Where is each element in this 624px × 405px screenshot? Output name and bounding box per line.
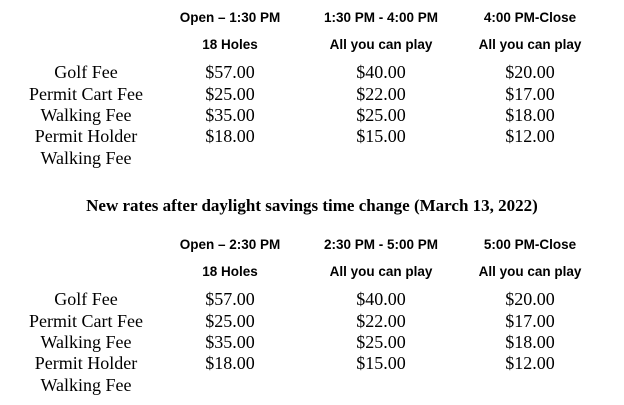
cell-permit-holder-3: $12.00 [505,126,555,146]
col-header-sub-2: All you can play [329,264,433,279]
cell-permit-cart-fee-2: $22.00 [356,311,406,331]
row-label-walking-fee-cont: Walking Fee [40,375,132,395]
row-label-permit-cart-fee: Permit Cart Fee [29,84,143,104]
row-label-golf-fee: Golf Fee [54,62,118,82]
cell-permit-holder-2: $15.00 [356,126,406,146]
cell-walking-fee-3: $18.00 [505,332,555,352]
cell-walking-fee-3: $18.00 [505,105,555,125]
col-header-time-3: 5:00 PM-Close [483,237,577,252]
col-header-sub-3: All you can play [478,37,582,52]
cell-golf-fee-1: $57.00 [205,289,255,309]
col-header-sub-1: 18 Holes [202,264,258,279]
cell-permit-cart-fee-3: $17.00 [505,311,555,331]
cell-walking-fee-1: $35.00 [205,105,255,125]
cell-permit-cart-fee-3: $17.00 [505,84,555,104]
cell-golf-fee-2: $40.00 [356,289,406,309]
row-label-golf-fee: Golf Fee [54,289,118,309]
col-header-time-3: 4:00 PM-Close [483,10,577,25]
cell-permit-holder-3: $12.00 [505,353,555,373]
cell-walking-fee-2: $25.00 [356,332,406,352]
cell-golf-fee-3: $20.00 [505,62,555,82]
row-label-permit-holder: Permit Holder [34,126,138,146]
cell-golf-fee-3: $20.00 [505,289,555,309]
cell-permit-holder-2: $15.00 [356,353,406,373]
row-label-walking-fee: Walking Fee [40,332,132,352]
cell-permit-holder-1: $18.00 [205,353,255,373]
col-header-sub-3: All you can play [478,264,582,279]
row-label-walking-fee: Walking Fee [40,105,132,125]
cell-permit-cart-fee-2: $22.00 [356,84,406,104]
cell-golf-fee-1: $57.00 [205,62,255,82]
col-header-sub-2: All you can play [329,37,433,52]
cell-golf-fee-2: $40.00 [356,62,406,82]
col-header-time-2: 2:30 PM - 5:00 PM [323,237,439,252]
cell-permit-holder-1: $18.00 [205,126,255,146]
rate-change-notice: New rates after daylight savings time change (March 13, 2022) [86,196,538,215]
cell-walking-fee-2: $25.00 [356,105,406,125]
col-header-sub-1: 18 Holes [202,37,258,52]
col-header-time-1: Open – 1:30 PM [179,10,281,25]
row-label-permit-holder: Permit Holder [34,353,138,373]
cell-walking-fee-1: $35.00 [205,332,255,352]
cell-permit-cart-fee-1: $25.00 [205,84,255,104]
row-label-permit-cart-fee: Permit Cart Fee [29,311,143,331]
col-header-time-1: Open – 2:30 PM [179,237,281,252]
col-header-time-2: 1:30 PM - 4:00 PM [323,10,439,25]
row-label-walking-fee-cont: Walking Fee [40,148,132,168]
cell-permit-cart-fee-1: $25.00 [205,311,255,331]
